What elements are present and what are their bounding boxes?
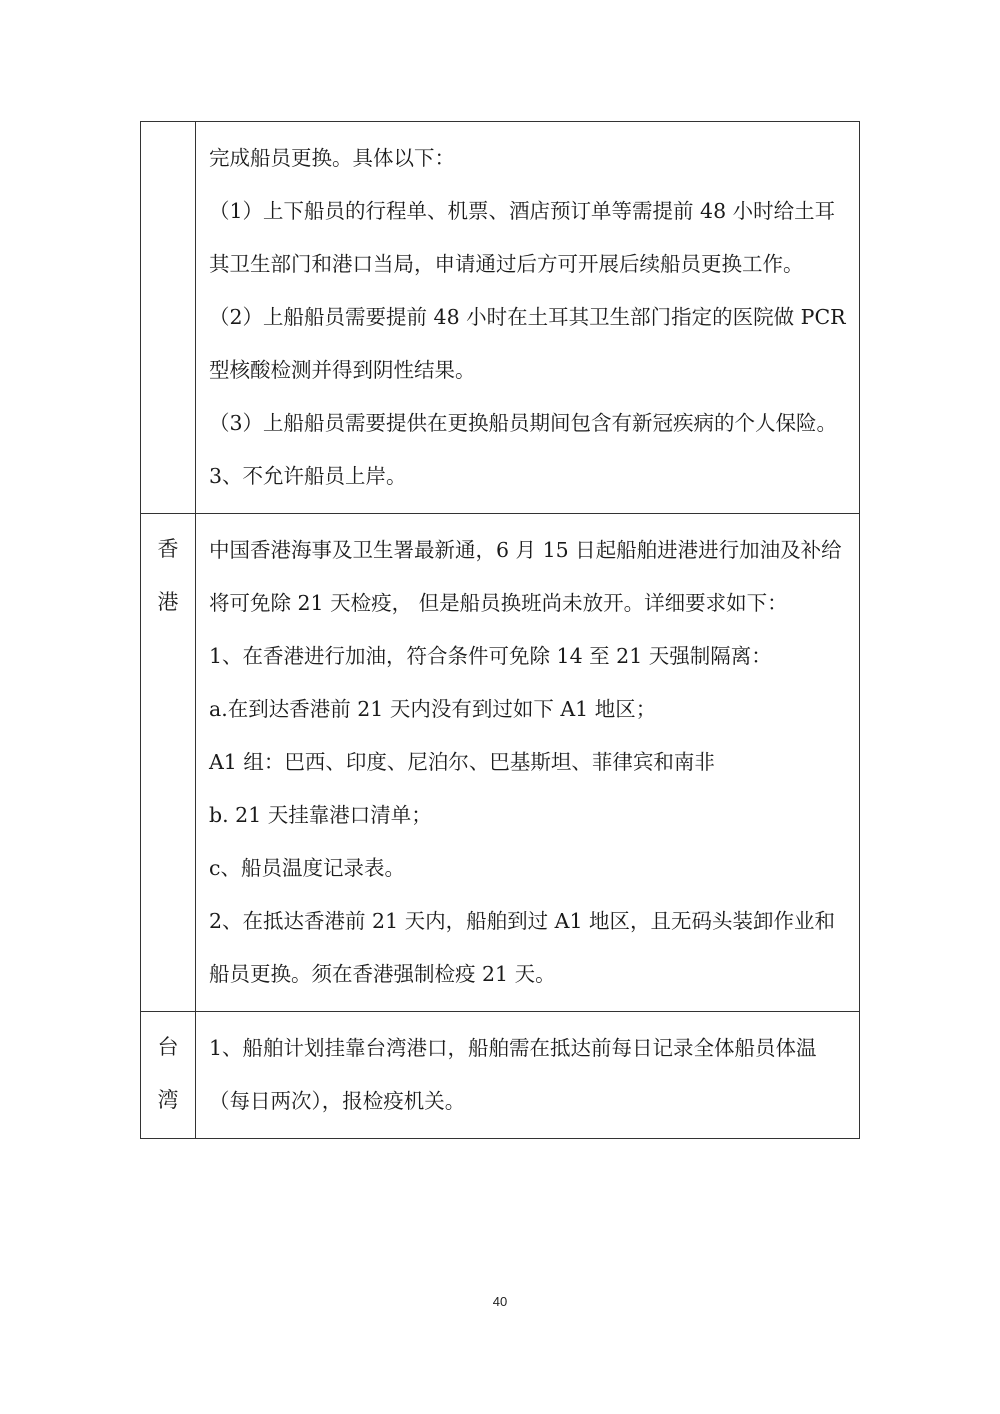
region-label-char: 湾 bbox=[157, 1088, 179, 1112]
table-row bbox=[141, 122, 860, 514]
content-cell bbox=[196, 1012, 860, 1139]
region-label-char: 香 bbox=[157, 537, 179, 561]
content-cell bbox=[196, 514, 860, 1012]
paragraph: 中国香港海事及卫生署最新通，6 月 15 日起船舶进港进行加油及补给将可免除 21 天检疫， 但是船员换班尚未放开。详细要求如下： bbox=[209, 538, 842, 615]
region-label-char: 台 bbox=[157, 1035, 179, 1059]
region-cell-taiwan bbox=[141, 1012, 196, 1139]
page-number: 40 bbox=[492, 1294, 508, 1309]
table-row bbox=[141, 1012, 860, 1139]
paragraph: a.在到达香港前 21 天内没有到过如下 A1 地区； bbox=[209, 697, 657, 721]
paragraph: （2）上船船员需要提前 48 小时在土耳其卫生部门指定的医院做 PCR 型核酸检测并得到阴性结果。 bbox=[209, 305, 846, 382]
paragraph: A1 组：巴西、印度、尼泊尔、巴基斯坦、菲律宾和南非 bbox=[209, 750, 715, 774]
region-label-char: 港 bbox=[157, 590, 179, 614]
paragraph: 1、船舶计划挂靠台湾港口，船舶需在抵达前每日记录全体船员体温（每日两次），报检疫机关。 bbox=[209, 1036, 817, 1113]
table-row bbox=[141, 514, 860, 1012]
region-cell-hong-kong bbox=[141, 514, 196, 1012]
region-cell bbox=[141, 122, 196, 514]
paragraph: （1）上下船员的行程单、机票、酒店预订单等需提前 48 小时给土耳其卫生部门和港口当局，申请通过后方可开展后续船员更换工作。 bbox=[209, 199, 836, 276]
paragraph: 完成船员更换。具体以下： bbox=[209, 146, 455, 170]
paragraph: 3、不允许船员上岸。 bbox=[209, 464, 407, 488]
paragraph: c、船员温度记录表。 bbox=[209, 856, 405, 880]
paragraph: b. 21 天挂靠港口清单； bbox=[209, 803, 432, 827]
paragraph: （3）上船船员需要提供在更换船员期间包含有新冠疾病的个人保险。 bbox=[209, 411, 838, 435]
content-cell bbox=[196, 122, 860, 514]
paragraph: 2、在抵达香港前 21 天内，船舶到过 A1 地区，且无码头装卸作业和船员更换。须在香港强制检疫 21 天。 bbox=[209, 909, 836, 986]
regulations-table bbox=[140, 121, 860, 1139]
paragraph: 1、在香港进行加油，符合条件可免除 14 至 21 天强制隔离： bbox=[209, 644, 772, 668]
